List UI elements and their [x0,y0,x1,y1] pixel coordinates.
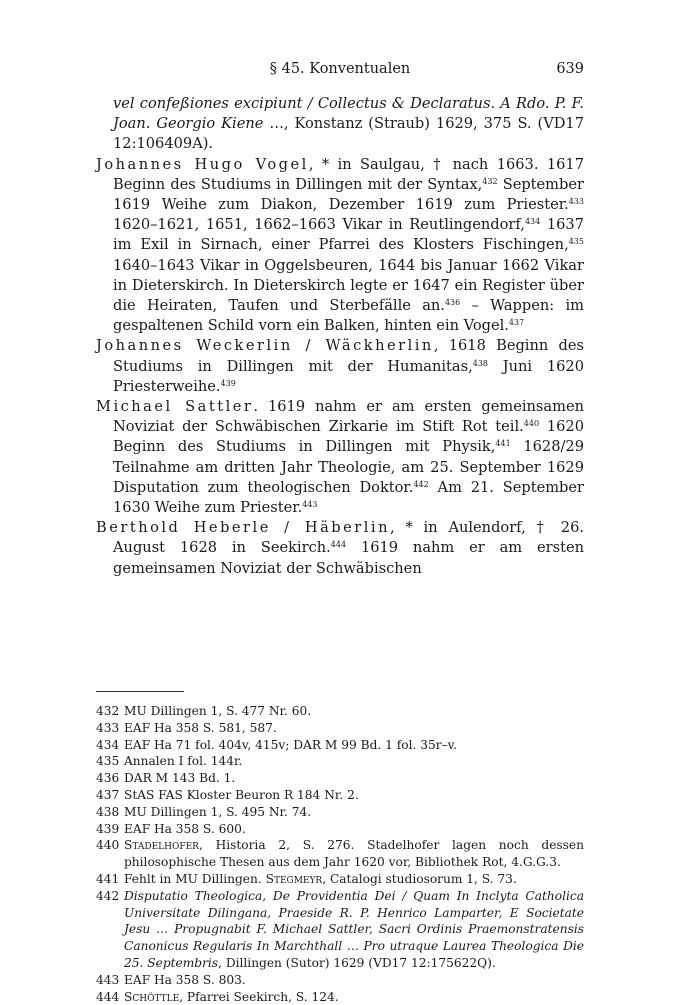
text-run: EAF Ha 358 S. 581, 587. [124,720,277,735]
author-name: Stegmeyr [265,871,323,886]
footnote [96,787,584,804]
footnote-ref[interactable]: 439 [220,378,236,388]
text-run: , * in Aulendorf, † 26. August 1628 in Seekirch. [113,519,585,557]
text-run: Juni 1620 Priesterweihe. [113,357,585,395]
text-run: EAF Ha 358 S. 600. [124,821,246,836]
footnote-ref[interactable]: 443 [302,500,318,510]
footnote-number: 434 [96,737,120,752]
footnote [96,737,584,754]
footnote-ref[interactable]: 438 [472,358,489,368]
text-run: 1640–1643 Vikar in Oggelsbeuren, 1644 bis Januar 1662 Vikar in Dieterskirch. In Dieterskirch legte er 1647 ein Register über die Heiraten, Taufen und Sterbefälle an. [113,256,584,315]
running-head [96,61,584,81]
author-name: Schöttle [124,989,180,1004]
text-run: StAS FAS Kloster Beuron R 184 Nr. 2. [124,787,359,802]
continuation-paragraph [96,94,584,155]
footnote [96,888,584,972]
footnote-number: 432 [96,704,120,718]
person-name: Michael Sattler [96,398,254,416]
text-run: DAR M 143 Bd. 1. [124,771,236,786]
footnote-ref[interactable]: 434 [524,217,541,227]
text-run: 1620–1621, 1651, 1662–1663 Vikar in Reutlingendorf, [113,216,525,234]
person-name: Berthold Heberle / Häberlin [96,519,390,537]
footnote [96,753,584,770]
footnote [96,703,584,720]
footnote [96,720,584,737]
text-run: , Pfarrei Seekirch, S. 124. [179,989,339,1004]
text-run: . 1619 nahm er am ersten gemeinsamen Noviziat der Schwäbischen Zirkarie im Stift Rot teil. [113,398,584,436]
footnote-ref[interactable]: 432 [482,176,498,186]
text-run: 1637 im Exil in Sirnach, einer Pfarrei des Klosters Fischingen, [113,216,584,254]
text-run: 1619 nahm er am ersten gemeinsamen Noviziat der Schwäbischen [113,539,585,577]
text-run: , Catalogi studiosorum 1, S. 73. [322,871,517,886]
footnote-number: 435 [96,754,120,769]
footnote-number: 444 [96,989,120,1004]
work-title: Disputatio Theologica, De Providentia Dei / Quam In Inclyta Catholica Universitate Dilingana, Praeside R. P. Henrico Lamparter, E Societate Jesu … Propugnabit F. Michael Sattler, Sacri Ordinis Praemonstratensis Canonicus Regularis In Marchthall … Pro utraque Laurea Theologica Die 25. Septembris [124,888,584,970]
footnote-ref[interactable]: 442 [413,479,429,489]
text-run: EAF Ha 358 S. 803. [124,972,246,987]
footnote-ref[interactable]: 436 [444,298,461,308]
footnote-ref[interactable]: 435 [568,237,584,247]
footnote [96,989,584,1005]
footnote-number: 440 [96,838,120,853]
author-name: Stadelhofer [124,838,199,853]
page-number: 639 [556,61,584,77]
footnote-number: 441 [96,871,120,886]
footnote [96,972,584,989]
person-name: Johannes Hugo Vogel [96,155,309,173]
main-text [96,94,584,579]
footnote-ref[interactable]: 440 [523,419,540,429]
text-run: September 1619 Weihe zum Diakon, Dezember 1619 zum Priester. [113,175,584,214]
text-run: , 1618 Beginn des Studiums in Dillingen mit der Humanitas, [113,337,584,375]
entry-sattler [96,397,584,518]
footnote-number: 443 [96,972,120,987]
entry-weckerlin [96,336,584,397]
running-head-title: § 45. Konventualen [269,61,411,77]
footnote-number: 439 [96,821,120,836]
continuation-rest: …, Konstanz (Straub) 1629, 375 S. (VD17 12:106409A). [113,115,585,153]
footnote [96,804,584,821]
footnote [96,871,584,888]
text-run: , Dillingen (Sutor) 1629 (VD17 12:175622Q). [218,955,496,970]
text-run: 1628/29 Teilnahme am dritten Jahr Theologie, am 25. September 1629 Disputation zum theologischen Doktor. [113,438,584,496]
text-run: Am 21. September 1630 Weihe zum Priester. [113,478,584,517]
text-run: MU Dillingen 1, S. 495 Nr. 74. [124,804,312,819]
footnote-separator [96,691,184,692]
text-run: 1620 Beginn des Studiums in Dillingen mit Physik, [113,418,584,456]
footnote-ref[interactable]: 433 [568,197,584,207]
text-run: EAF Ha 71 fol. 404v, 415v; DAR M 99 Bd. 1 fol. 35r–v. [124,737,457,752]
footnote [96,770,584,787]
text-run: Fehlt in MU Dillingen. [124,871,266,886]
text-run: , Historia 2, S. 276. Stadelhofer lagen noch dessen philosophische Thesen aus dem Jahr 1620 vor, Bibliothek Rot, 4.G.G.3. [124,838,584,870]
footnote-number: 438 [96,804,120,819]
footnotes [96,703,584,1005]
footnote-number: 433 [96,720,120,735]
footnote-ref[interactable]: 444 [330,540,347,550]
footnote [96,821,584,838]
footnote-number: 437 [96,787,120,802]
text-run: MU Dillingen 1, S. 477 Nr. 60. [124,704,312,718]
text-run: Annalen I fol. 144r. [124,754,243,769]
footnote-number: 436 [96,771,120,786]
continuation-title: vel confeßiones excipiunt / Collectus & Declaratus. A Rdo. P. F. Joan. Georgio Kiene [113,95,584,133]
entry-vogel [96,155,584,337]
footnote [96,837,584,871]
footnote-ref[interactable]: 441 [495,439,511,449]
footnote-number: 442 [96,888,120,903]
text-run: – Wappen: im gespaltenen Schild vorn ein Balken, hinten ein Vogel. [113,297,584,335]
person-name: Johannes Weckerlin / Wäckherlin [96,337,434,355]
entry-heberle [96,518,584,579]
footnote-ref[interactable]: 437 [508,318,525,328]
text-run: , * in Saulgau, † nach 1663. 1617 Beginn des Studiums in Dillingen mit der Syntax, [113,155,584,193]
